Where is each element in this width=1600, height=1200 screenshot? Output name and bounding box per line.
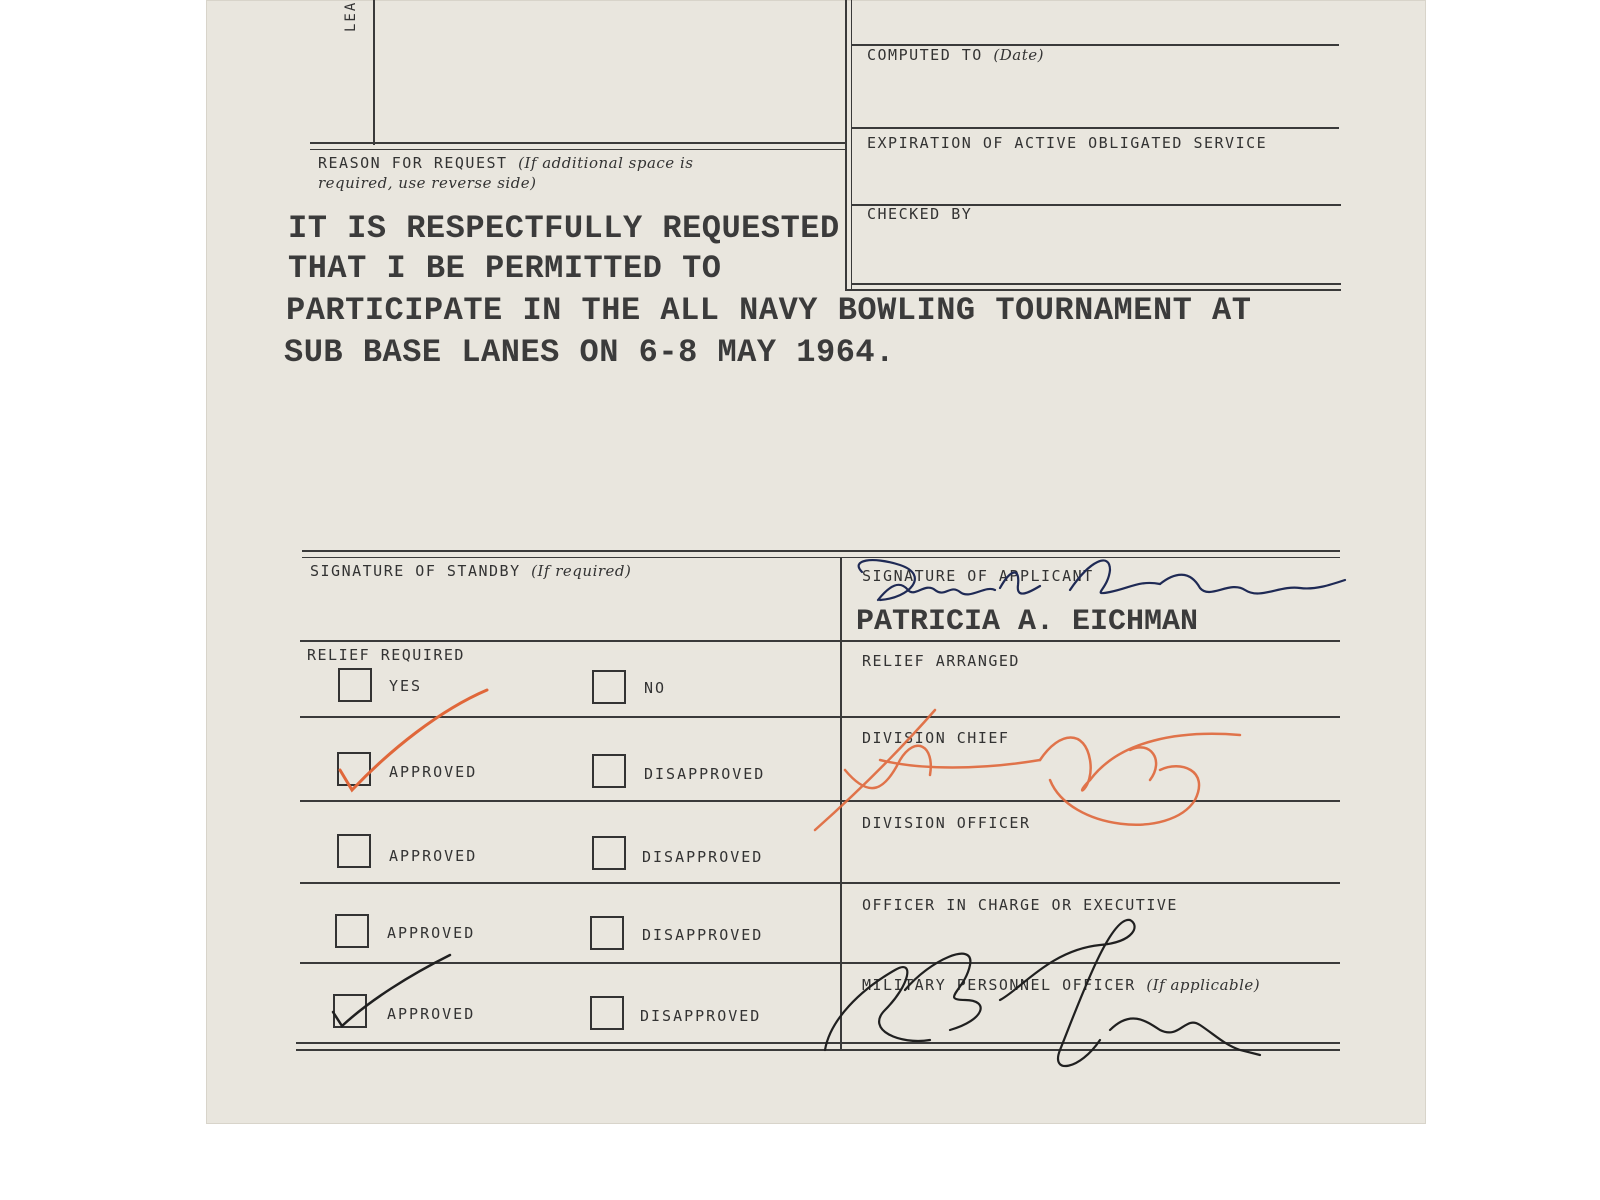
standby-label [310, 562, 631, 580]
reason-label-text: REASON FOR REQUEST [318, 154, 508, 172]
relief-no-checkbox[interactable] [592, 670, 626, 704]
approval-3-approved-label: APPROVED [387, 924, 476, 942]
top-middle-vertical-rule [845, 0, 847, 290]
approval-4-approved-label: APPROVED [387, 1005, 476, 1023]
approval-1-approved-label: APPROVED [389, 763, 478, 781]
approval-2-approved-checkbox[interactable] [337, 834, 371, 868]
expiration-label: EXPIRATION OF ACTIVE OBLIGATED SERVICE [867, 134, 1268, 152]
approval-2-disapproved-checkbox[interactable] [592, 836, 626, 870]
relief-no-label: NO [644, 679, 667, 697]
approval-4-role-text: MILITARY PERSONNEL OFFICER [862, 976, 1136, 994]
applicant-typed-name: PATRICIA A. EICHMAN [856, 605, 1199, 639]
reason-text-line-2: THAT I BE PERMITTED TO [288, 250, 722, 287]
reason-hint-line1: (If additional space is [518, 154, 694, 172]
relief-yes-checkbox[interactable] [338, 668, 372, 702]
reason-text-line-1: IT IS RESPECTFULLY REQUESTED [288, 210, 840, 247]
approval-4-disapproved-label: DISAPPROVED [640, 1007, 762, 1025]
computed-to-text: COMPUTED TO [867, 46, 983, 64]
reason-text-line-3: PARTICIPATE IN THE ALL NAVY BOWLING TOURNAMENT AT [286, 292, 1252, 329]
row-rule-4 [300, 882, 1340, 884]
approval-4-role-hint: (If applicable) [1146, 976, 1261, 994]
applicant-label: SIGNATURE OF APPLICANT [862, 567, 1094, 585]
approval-2-disapproved-label: DISAPPROVED [642, 848, 764, 866]
relief-arranged-label: RELIEF ARRANGED [862, 652, 1020, 670]
approval-4-approved-checkbox[interactable] [333, 994, 367, 1028]
expiration-top-rule [851, 127, 1339, 129]
bottom-rule-2 [296, 1049, 1340, 1051]
bottom-section-top-rule-2 [302, 557, 1340, 558]
computed-to-label [867, 46, 1044, 64]
approval-3-disapproved-label: DISAPPROVED [642, 926, 764, 944]
computed-to-hint: (Date) [993, 46, 1044, 64]
standby-hint: (If required) [531, 562, 632, 580]
approval-4-disapproved-checkbox[interactable] [590, 996, 624, 1030]
checked-by-label: CHECKED BY [867, 205, 973, 223]
bottom-rule [296, 1042, 1340, 1044]
approval-4-role [862, 976, 1260, 994]
reason-hint-line2: required, use reverse side) [318, 174, 537, 192]
relief-required-label: RELIEF REQUIRED [307, 646, 465, 664]
approval-3-role: OFFICER IN CHARGE OR EXECUTIVE [862, 896, 1178, 914]
approval-1-role: DIVISION CHIEF [862, 729, 1010, 747]
approval-2-approved-label: APPROVED [389, 847, 478, 865]
reason-top-rule [310, 142, 847, 144]
bottom-section-top-rule [302, 550, 1340, 552]
relief-yes-label: YES [389, 677, 423, 695]
row-rule-1 [300, 640, 1340, 642]
approval-1-disapproved-label: DISAPPROVED [644, 765, 766, 783]
reason-text-line-4: SUB BASE LANES ON 6-8 MAY 1964. [284, 334, 895, 371]
standby-label-text: SIGNATURE OF STANDBY [310, 562, 521, 580]
leave-vertical-label: LEA [343, 0, 359, 32]
reason-top-rule-2 [310, 149, 847, 150]
approval-3-approved-checkbox[interactable] [335, 914, 369, 948]
top-section-bottom-rule [851, 283, 1341, 285]
approval-1-approved-checkbox[interactable] [337, 752, 371, 786]
top-section-bottom-rule-2 [845, 289, 1341, 291]
reason-label [318, 154, 693, 172]
row-rule-5 [300, 962, 1340, 964]
approval-1-disapproved-checkbox[interactable] [592, 754, 626, 788]
top-left-vertical-rule [373, 0, 375, 145]
row-rule-3 [300, 800, 1340, 802]
approval-3-disapproved-checkbox[interactable] [590, 916, 624, 950]
row-rule-2 [300, 716, 1340, 718]
bottom-center-vertical-rule [840, 557, 842, 1050]
approval-2-role: DIVISION OFFICER [862, 814, 1031, 832]
